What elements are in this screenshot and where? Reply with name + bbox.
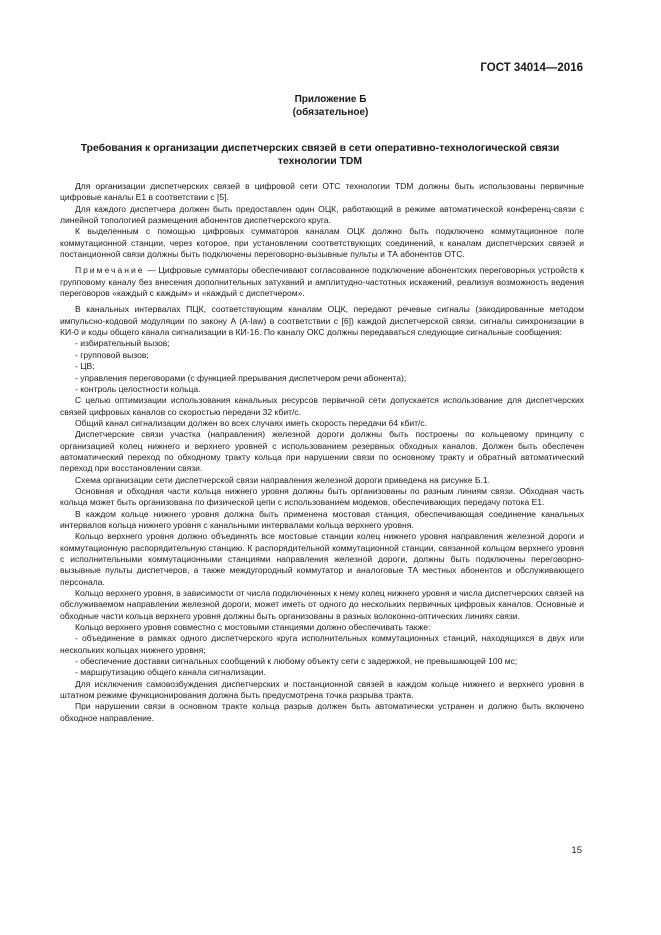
paragraph: В канальных интервалах ПЦК, соответствующим каналам ОЦК, передают речевые сигналы (закодированные методом импульсно-кодовой модуляции по закону A (A-law) в соответствии с [6]) каждой диспетчерской связи, сигналы синхронизации в КИ-0 и коды общего канала сигнализации в КИ-16. По каналу ОКС должны передаваться следующие сигнальные сообщения: [60, 304, 584, 338]
list-item: - обеспечение доставки сигнальных сообщений к любому объекту сети с задержкой, не превышающей 100 мс; [75, 656, 518, 667]
document-number: ГОСТ 34014—2016 [480, 62, 583, 74]
paragraph: Кольцо верхнего уровня совместно с мостовыми станциями должно обеспечивать также: [75, 622, 431, 633]
paragraph: В каждом кольце нижнего уровня должна быть применена мостовая станция, обеспечивающая соединение канальных интервалов кольца нижнего уровня с канальными интервалами кольца верхнего уровня. [60, 508, 584, 530]
paragraph: Для организации диспетчерских связей в цифровой сети ОТС технологии TDM должны быть использованы первичные цифровые каналы Е1 в соответствии с [5]. [60, 181, 584, 203]
note-text: — Цифровые сумматоры обеспечивают согласованное подключение абонентских переговорных устройств к групповому каналу без внесения дополнительных затуханий и амплитудно-частотных искажений, реализуя возможность ведения переговоров «каждый с каждым» и «каждый с диспетчером». [60, 265, 584, 299]
paragraph: Основная и обходная части кольца нижнего уровня должны быть организованы по разным линиям связи. Обходная часть кольца может быть организована по физической цепи с использованием модемов, обеспечивающих передачу потока Е1. [60, 485, 584, 508]
paragraph: Для каждого диспетчера должен быть предоставлен один ОЦК, работающий в режиме автоматической конференц-связи с линейной топологией размещения абонентов диспетчерского круга. [60, 203, 584, 226]
paragraph: Для исключения самовозбуждения диспетчерских и постанционной связей в каждом кольце нижнего и верхнего уровня в штатном режиме функционирования должна быть предусмотрена точка разрыва тракта. [60, 678, 584, 701]
list-item: - избирательный вызов; [75, 338, 170, 349]
note-label: Примечание [75, 265, 145, 276]
section-title: Требования к организации диспетчерских связей в сети оперативно-технологической связи технологии TDM [80, 143, 560, 167]
list-item: - объединение в рамках одного диспетчерского круга исполнительных коммутационных станций, находящихся в двух или нескольких кольцах нижнего уровня; [60, 633, 584, 655]
paragraph: Кольцо верхнего уровня должно объединять все мостовые станции колец нижнего уровня направления железной дороги и коммутационную распорядительную станцию. К распорядительной коммутационной станции, связанной кольцом верхнего уровня с исполнительными коммутационными станциями направления железной дороги, должны быть подключены переговорно-вызывные пульты диспетчеров, а также междугородный коммутатор и аналоговые ТА местных абонентов и обслуживающего персонала. [60, 531, 584, 587]
list-item: - контроль целостности кольца. [75, 383, 201, 394]
paragraph: С целью оптимизации использования канальных ресурсов первичной сети допускается использование для диспетчерских связей цифровых каналов со скоростью передачи 32 кбит/с. [60, 395, 584, 417]
paragraph: При нарушении связи в основном тракте кольца разрыв должен быть автоматически устранен и должно быть включено обходное направление. [60, 701, 584, 723]
paragraph: Общий канал сигнализации должен во всех случаях иметь скорость передачи 64 кбит/с. [75, 417, 428, 428]
note [60, 265, 584, 299]
paragraph: Схема организации сети диспетчерской связи направления железной дороги приведена на рисунке Б.1. [75, 474, 490, 485]
list-item: - ЦВ; [75, 361, 95, 372]
list-item: - групповой вызов; [75, 349, 149, 360]
paragraph: К выделенным с помощью цифровых сумматоров каналам ОЦК должно быть подключено коммутационное поле коммутационной станции, через которое, при установлении соответствующих соединений, к каналам диспетчерских связей и постанционной связи должны быть подключены переговорно-вызывные пульты и ТА абонентов ОТС. [60, 226, 584, 260]
page-number: 15 [571, 845, 582, 856]
annex-heading [0, 93, 661, 119]
paragraph: Кольцо верхнего уровня, в зависимости от числа подключенных к нему колец нижнего уровня и числа диспетчерских связей на обслуживаемом направлении железной дороги, может иметь от одного до нескольких первичных цифровых каналов. Основные и обходные части кольца верхнего уровня должны быть организованы в разных волоконно-оптических линиях связи. [60, 588, 584, 621]
list-item: - маршрутизацию общего канала сигнализации. [75, 667, 266, 678]
list-item: - управления переговорами (с функцией прерывания диспетчером речи абонента); [75, 372, 407, 383]
annex-title: Приложение Б [294, 94, 367, 105]
annex-status: (обязательное) [292, 107, 369, 118]
body-text [60, 181, 584, 724]
paragraph: Диспетчерские связи участка (направления) железной дороги должны быть построены по кольцевому принципу с организацией колец нижнего и верхнего уровней с использованием резервных обходных каналов. Должен быть обеспечен автоматический переход по обходному тракту кольца при нарушении связи по основному тракту и обратный автоматический переход при восстановлении связи. [60, 429, 584, 474]
